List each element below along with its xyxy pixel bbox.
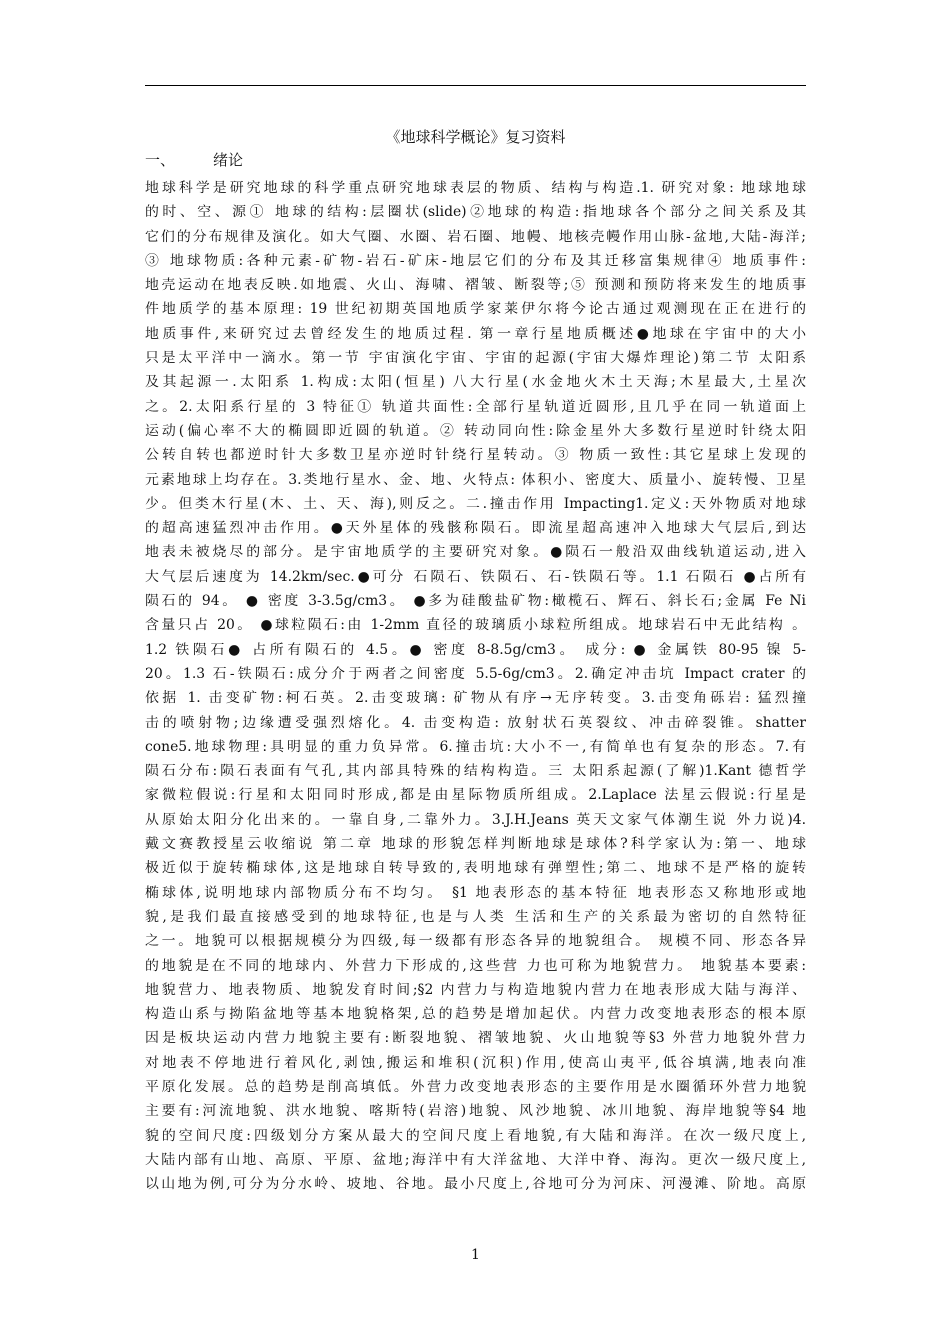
- section-heading: [145, 150, 243, 170]
- text-line: 含量只占 20。 ●球粒陨石:由 1-2mm 直径的玻璃质小球粒所组成。地球岩石中无此结构 。: [145, 617, 806, 634]
- text-line: 地球科学是研究地球的科学重点研究地球表层的物质、结构与构造.1. 研究对象: 地球地球: [145, 180, 806, 196]
- text-line: 件地质学的基本原理: 19 世纪初期英国地质学家莱伊尔将今论古通过观测现在正在进行的: [145, 301, 806, 318]
- text-line: 只是太平洋中一滴水。第一节 宇宙演化宇宙、宇宙的起源(宇宙大爆炸理论)第二节 太阳系: [145, 350, 806, 367]
- document-title: 《地球科学概论》复习资料: [385, 128, 566, 146]
- text-line: 对地表不停地进行着风化,剥蚀,搬运和堆积(沉积)作用,使高山夷平,低谷填满,地表向准: [145, 1054, 806, 1071]
- text-line: 椭球体,说明地球内部物质分布不均匀。 §1 地表形态的基本特征 地表形态又称地形或地: [145, 884, 806, 901]
- text-line: 之一。地貌可以根据规模分为四级,每一级都有形态各异的地貌组合。 规模不同、形态各异: [145, 933, 806, 950]
- text-line: 少。但类木行星(木、土、天、海),则反之。二.撞击作用 Impacting1.定义:天外物质对地球: [145, 495, 806, 512]
- text-line: 它们的分布规律及演化。如大气圈、水圈、岩石圈、地幔、地核壳幔作用山脉-盆地,大陆-海洋;: [145, 228, 806, 245]
- text-line: 家微粒假说:行星和太阳同时形成,都是由星际物质所组成。2.Laplace 法星云假说:行星是: [145, 787, 806, 804]
- text-line: 陨石分布:陨石表面有气孔,其内部具特殊的结构构造。三 太阳系起源(了解)1.Kant 德哲学: [145, 763, 806, 780]
- text-line: 极近似于旋转椭球体,这是地球自转导致的,表明地球有弹塑性;第二、地球不是严格的旋转: [145, 860, 806, 877]
- section-number: 一、: [145, 151, 176, 169]
- text-line: 20。1.3 石-铁陨石:成分介于两者之间密度 5.5-6g/cm3。2.确定冲击坑 Impact crater 的: [145, 665, 806, 682]
- text-line: 大陆内部有山地、高原、平原、盆地;海洋中有大洋盆地、大洋中脊、海沟。更次一级尺度上,: [145, 1151, 806, 1168]
- header-rule: [145, 85, 806, 86]
- text-line: cone5.地球物理:具明显的重力负异常。6.撞击坑:大小不一,有简单也有复杂的形态。7.有: [145, 738, 806, 755]
- text-line: 击的喷射物;边缘遭受强烈熔化。4. 击变构造: 放射状石英裂纹、冲击碎裂锥。shatter: [145, 714, 806, 731]
- text-line: 地质事件,来研究过去曾经发生的地质过程. 第一章行星地质概述●地球在宇宙中的大小: [145, 325, 806, 342]
- text-line: 大气层后速度为 14.2km/sec.●可分 石陨石、铁陨石、石-铁陨石等。1.1 石陨石 ●占所有: [145, 568, 806, 585]
- text-line: 陨石的 94。 ● 密度 3-3.5g/cm3。 ●多为硅酸盐矿物:橄榄石、辉石、斜长石;金属 Fe Ni: [145, 593, 806, 610]
- text-line: 因是板块运动内营力地貌主要有:断裂地貌、褶皱地貌、火山地貌等§3 外营力地貌外营力: [145, 1030, 806, 1047]
- text-line: 主要有:河流地貌、洪水地貌、喀斯特(岩溶)地貌、风沙地貌、冰川地貌、海岸地貌等§4 地: [145, 1103, 806, 1120]
- text-line: 平原化发展。总的趋势是削高填低。外营力改变地表形态的主要作用是水圈循环外营力地貌: [145, 1078, 806, 1095]
- body-paragraph: [145, 176, 806, 1196]
- text-line: 之。2.太阳系行星的 3 特征① 轨道共面性:全部行星轨道近圆形,且几乎在同一轨道面上: [145, 398, 806, 415]
- text-line: 戴文赛教授星云收缩说 第二章 地球的形貌怎样判断地球是球体?科学家认为:第一、地球: [145, 836, 806, 853]
- text-line: 以山地为例,可分为分水岭、坡地、谷地。最小尺度上,谷地可分为河床、河漫滩、阶地。高原: [145, 1176, 806, 1193]
- text-line: 的时、空、源① 地球的结构:层圈状(slide)②地球的构造:指地球各个部分之间关系及其: [145, 204, 806, 221]
- text-line: 地貌营力、地表物质、地貌发育时间;§2 内营力与构造地貌内营力在地表形成大陆与海洋、: [145, 981, 806, 998]
- text-line: 地表未被烧尽的部分。是宇宙地质学的主要研究对象。●陨石一般沿双曲线轨道运动,进入: [145, 544, 806, 561]
- text-line: 构造山系与拗陷盆地等基本地貌格架,总的趋势是增加起伏。内营力改变地表形态的根本原: [145, 1006, 806, 1023]
- text-line: 运动(偏心率不大的椭圆即近圆的轨道。② 转动同向性:除金星外大多数行星逆时针绕太阳: [145, 422, 806, 439]
- text-line: 的地貌是在不同的地球内、外营力下形成的,这些营 力也可称为地貌营力。 地貌基本要素:: [145, 957, 806, 974]
- text-line: 1.2 铁陨石● 占所有陨石的 4.5。● 密度 8-8.5g/cm3。 成分: ● 金属铁 80-95 镍 5-: [145, 641, 806, 658]
- section-title: 绪论: [213, 151, 244, 169]
- text-line: 公转自转也都逆时针大多数卫星亦逆时针绕行星转动。③ 物质一致性:其它星球上发现的: [145, 447, 806, 464]
- text-line: 及其起源一.太阳系 1.构成:太阳(恒星) 八大行星(水金地火木土天海;木星最大,土星次: [145, 374, 806, 391]
- text-line: 依据 1. 击变矿物:柯石英。2.击变玻璃: 矿物从有序→无序转变。3.击变角砾岩: 猛烈撞: [145, 690, 806, 707]
- text-line: 地壳运动在地表反映.如地震、火山、海啸、褶皱、断裂等;⑤ 预测和预防将来发生的地质事: [145, 277, 806, 294]
- text-line: 元素地球上均存在。3.类地行星水、金、地、火特点: 体积小、密度大、质量小、旋转慢、卫星: [145, 471, 806, 488]
- text-line: ③ 地球物质:各种元素-矿物-岩石-矿床-地层它们的分布及其迁移富集规律④ 地质事件:: [145, 252, 806, 269]
- text-line: 貌,是我们最直接感受到的地球特征,也是与人类 生活和生产的关系最为密切的自然特征: [145, 908, 806, 925]
- page-number: 1: [471, 1247, 480, 1263]
- text-line: 从原始太阳分化出来的。一靠自身,二靠外力。3.J.H.Jeans 英天文家气体潮生说 外力说)4.: [145, 811, 806, 828]
- text-line: 貌的空间尺度:四级划分方案从最大的空间尺度上看地貌,有大陆和海洋。在次一级尺度上,: [145, 1127, 806, 1144]
- text-line: 的超高速猛烈冲击作用。●天外星体的残骸称陨石。即流星超高速冲入地球大气层后,到达: [145, 520, 806, 537]
